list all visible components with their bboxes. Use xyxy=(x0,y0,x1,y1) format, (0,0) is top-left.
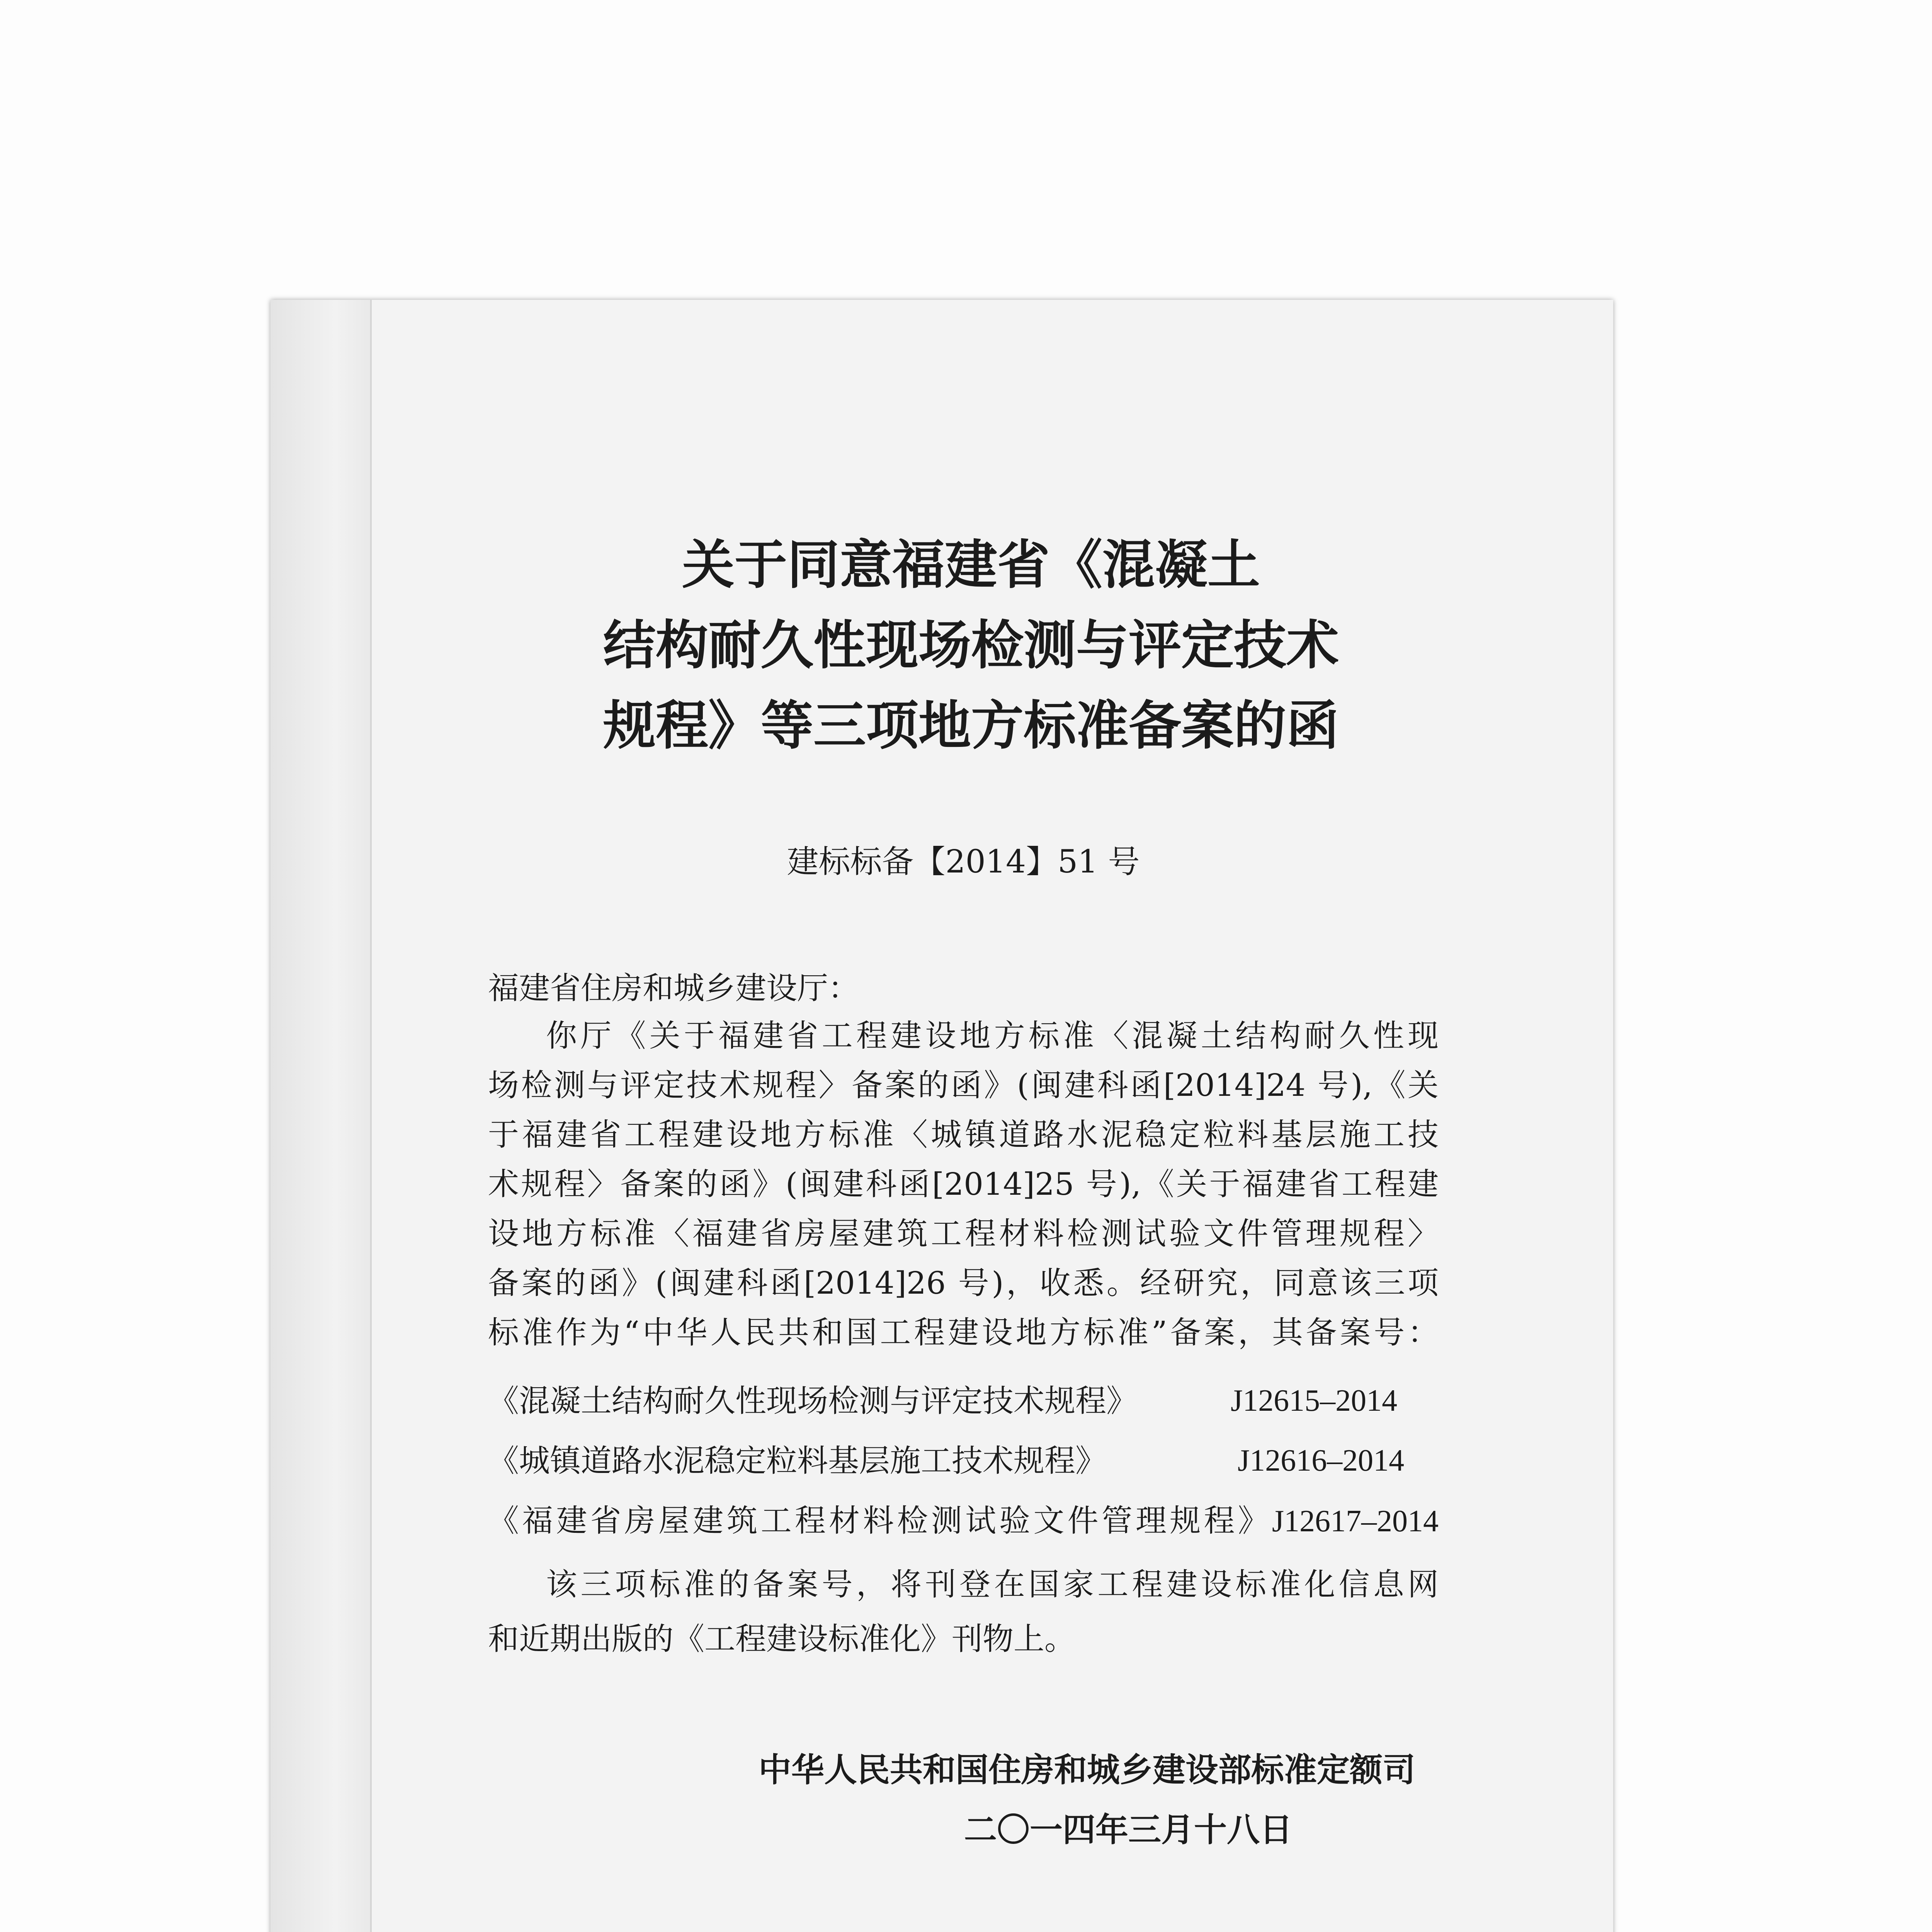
text-line: 设地方标准〈福建省房屋建筑工程材料检测试验文件管理规程〉 xyxy=(488,1216,1439,1252)
filing-standard-name: 《福建省房屋建筑工程材料检测试验文件管理规程》 xyxy=(488,1503,1272,1539)
text-line: 和近期出版的《工程建设标准化》刊物上。 xyxy=(488,1621,1075,1657)
text-line: 你厅《关于福建省工程建设地方标准〈混凝土结构耐久性现 xyxy=(546,1018,1439,1054)
filing-standard-name: 《混凝土结构耐久性现场检测与评定技术规程》 xyxy=(488,1383,1137,1419)
filing-list xyxy=(488,1371,1439,1551)
text-line: 于福建省工程建设地方标准〈城镇道路水泥稳定粒料基层施工技 xyxy=(488,1117,1439,1153)
text-line: 场检测与评定技术规程〉备案的函》(闽建科函[2014]24 号),《关 xyxy=(488,1067,1439,1103)
body-paragraph-1 xyxy=(488,1011,1439,1357)
page-binding-edge xyxy=(270,300,372,1932)
filing-row xyxy=(488,1371,1439,1431)
text-line: 术规程〉备案的函》(闽建科函[2014]25 号),《关于福建省工程建 xyxy=(488,1166,1439,1202)
title-line: 规程》等三项地方标准备案的函 xyxy=(603,696,1339,757)
filing-row xyxy=(488,1491,1439,1551)
scanned-page xyxy=(270,300,1613,1932)
title-line: 关于同意福建省《混凝土 xyxy=(682,535,1260,596)
text-line: 标准作为“中华人民共和国工程建设地方标准”备案，其备案号： xyxy=(488,1315,1439,1350)
filing-code: J12617–2014 xyxy=(1272,1504,1439,1538)
title-line: 结构耐久性现场检测与评定技术 xyxy=(603,615,1339,676)
filing-code: J12616–2014 xyxy=(1238,1444,1405,1478)
addressee: 福建省住房和城乡建设厅： xyxy=(488,970,859,1006)
filing-row xyxy=(488,1431,1439,1491)
issuing-office: 中华人民共和国住房和城乡建设部标准定额司 xyxy=(759,1751,1416,1789)
text-line: 该三项标准的备案号，将刊登在国家工程建设标准化信息网 xyxy=(546,1566,1439,1602)
filing-code: J12615–2014 xyxy=(1231,1384,1398,1418)
document-number: 建标标备【2014】51 号 xyxy=(787,844,1140,880)
issue-date: 二〇一四年三月十八日 xyxy=(964,1811,1293,1849)
body-paragraph-2 xyxy=(488,1557,1439,1666)
filing-standard-name: 《城镇道路水泥稳定粒料基层施工技术规程》 xyxy=(488,1443,1106,1479)
text-line: 备案的函》(闽建科函[2014]26 号)，收悉。经研究，同意该三项 xyxy=(488,1265,1439,1301)
document-title xyxy=(488,525,1454,766)
